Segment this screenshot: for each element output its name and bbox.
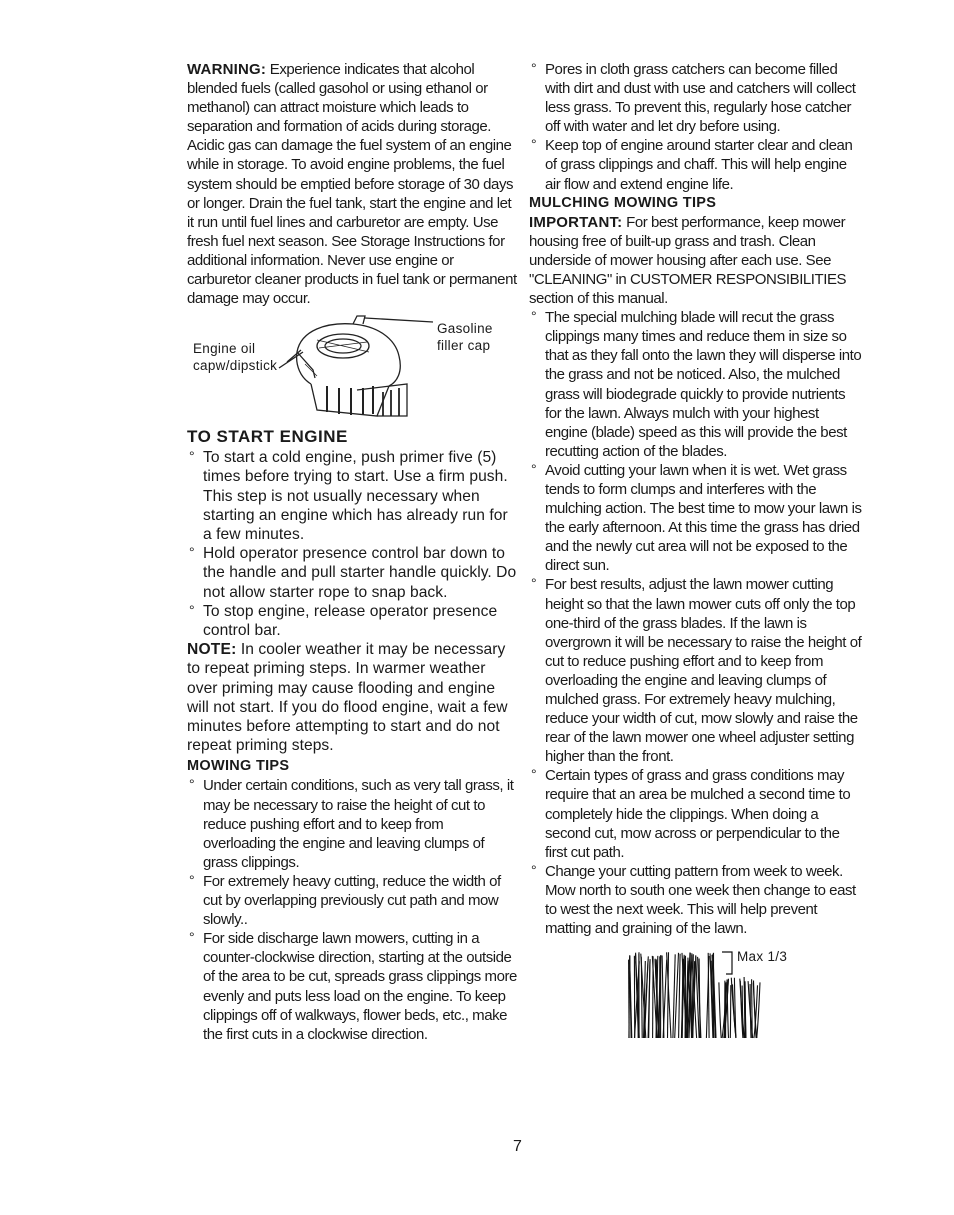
list-item: ° For extremely heavy cutting, reduce the width of cut by overlapping previously cut path and mow slowly.. — [187, 872, 517, 929]
note-text: In cooler weather it may be necessary to repeat priming steps. In warmer weather over priming may cause flooding and engine will not start. If you do flood engine, wait a few minutes before attempting to start and do not repeat priming steps. — [187, 641, 508, 755]
mulching-tips-list — [529, 308, 864, 938]
important-label: IMPORTANT: — [529, 213, 623, 231]
warning-text: Experience indicates that alcohol blended fuels (called gasohol or using ethanol or methanol) can attract moisture which leads to separation and formation of acids during storage. Acidic gas can damage the fuel system of an engine while in storage. To avoid engine problems, the fuel system should be emptied before storage of 30 days or longer. Drain the fuel tank, start the engine and let it run until fuel lines and carburetor are empty. Use fresh fuel next season. See Storage Instructions for additional information. Never use engine or carburetor cleaner products in fuel tank or permanent damage may occur. — [187, 61, 517, 308]
max-one-third-label: Max 1/3 — [737, 949, 788, 965]
note-label: NOTE: — [187, 641, 237, 659]
start-engine-list — [187, 448, 517, 640]
mowing-tips-heading: MOWING TIPS — [187, 758, 290, 775]
mowing-tips-list — [187, 776, 517, 1043]
list-item: ° Change your cutting pattern from week to week. Mow north to south one week then change to east to west the next week. This will help prevent matting and graining of the lawn. — [529, 862, 864, 938]
warning-paragraph — [187, 60, 517, 308]
list-item: ° For side discharge lawn mowers, cutting in a counter-clockwise direction, starting at the outside of the area to be cut, spreads grass clippings more evenly and puts less load on the engine. To keep clippings off of walkways, flower beds, etc., make the first cuts in a clockwise direction. — [187, 929, 517, 1044]
gasoline-cap-label: Gasoline filler cap — [437, 321, 493, 354]
start-engine-heading: TO START ENGINE — [187, 427, 348, 447]
list-item: ° To start a cold engine, push primer five (5) times before trying to start. Use a firm push. This step is not usually necessary when starting an engine which has already run for a few minutes. — [187, 448, 517, 544]
grass-height-figure — [529, 944, 864, 1044]
important-paragraph — [529, 213, 864, 308]
note-paragraph — [187, 640, 517, 755]
warning-label: WARNING: — [187, 61, 267, 78]
list-item: ° Keep top of engine around starter clear and clean of grass clippings and chaff. This will help engine air flow and extend engine life. — [529, 136, 864, 193]
left-column — [187, 60, 517, 1044]
mulching-tips-heading: MULCHING MOWING TIPS — [529, 194, 717, 211]
list-item: ° Pores in cloth grass catchers can become filled with dirt and dust with use and catchers will collect less grass. To prevent this, regularly hose catcher off with water and let dry before using. — [529, 60, 864, 136]
page-number: 7 — [513, 1138, 522, 1155]
engine-oil-label: Engine oil capw/dipstick — [193, 341, 278, 374]
list-item: ° Under certain conditions, such as very tall grass, it may be necessary to raise the height of cut to reduce pushing effort and to keep from overloading the engine and leaving clumps of grass clippings. — [187, 776, 517, 871]
list-item: ° Certain types of grass and grass conditions may require that an area be mulched a second time to completely hide the clippings. When doing a second cut, mow across or perpendicular to the first cut path. — [529, 766, 864, 861]
right-column — [529, 60, 864, 1044]
engine-illustration — [257, 312, 435, 424]
engine-figure — [187, 312, 517, 424]
list-item: ° For best results, adjust the lawn mower cutting height so that the lawn mower cuts off only the top one-third of the grass blades. If the lawn is overgrown it will be necessary to raise the height of cut to reduce pushing effort and to keep from overloading the engine and leaving clumps of mulched grass. For extremely heavy mulching, reduce your width of cut, mow slowly and raise the rear of the lawn mower one wheel adjuster setting higher than the front. — [529, 575, 864, 766]
list-item: ° To stop engine, release operator presence control bar. — [187, 602, 517, 640]
list-item: ° Hold operator presence control bar down to the handle and pull starter handle quickly. Do not allow starter rope to snap back. — [187, 544, 517, 602]
catcher-tips-list — [529, 60, 864, 194]
list-item: ° Avoid cutting your lawn when it is wet. Wet grass tends to form clumps and interferes with the mulching action. The best time to mow your lawn is the early afternoon. At this time the grass has dried and the newly cut area will not be exposed to the direct sun. — [529, 461, 864, 576]
important-text: For best performance, keep mower housing free of built-up grass and trash. Clean underside of mower housing after each use. See "CLEANING" in CUSTOMER RESPONSIBILITIES section of this manual. — [529, 213, 847, 308]
list-item: ° The special mulching blade will recut the grass clippings many times and reduce them in size so that as they fall onto the lawn they will disperse into the grass and not be noticed. Also, the mulched grass will biodegrade quickly to provide nutrients for the lawn. Always mulch with your highest engine (blade) speed as this will provide the best recutting action of the blades. — [529, 308, 864, 461]
